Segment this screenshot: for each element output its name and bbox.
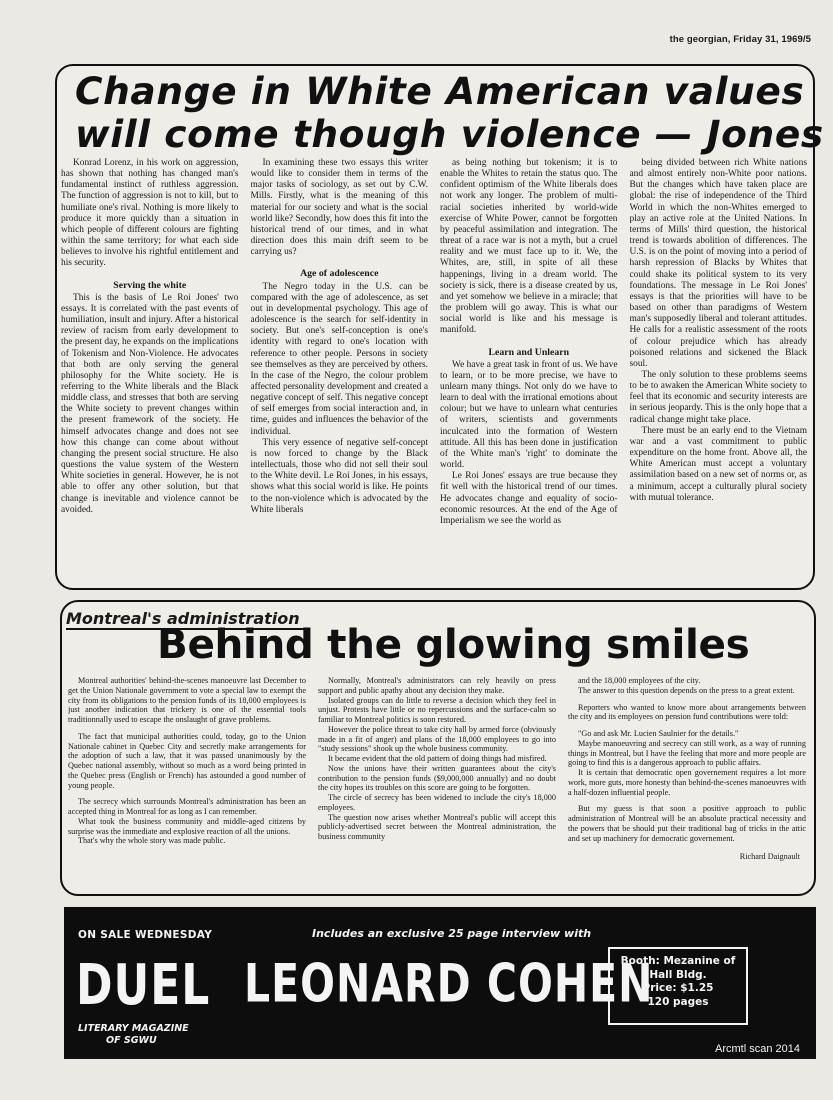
ad-page-count: 120 pages — [647, 995, 709, 1008]
article-column-1 — [68, 676, 306, 890]
article-jones-box — [55, 64, 824, 590]
headline-line-1: Change in White American values — [75, 69, 805, 113]
paragraph: What took the business community and middle-aged citizens by surprise was the immediate and explosive reaction of all the unions. — [68, 816, 306, 836]
article-montreal-box — [60, 600, 816, 896]
article-column-1 — [61, 158, 239, 582]
paragraph: as being nothing but tokenism; it is to enable the Whites to retain the status quo. The confident optimism of the White liberals does not work any longer. The problem of multi-racial societies inherited by world-wide exercise of White Power, cannot be forgotten by peaceful assimilation and integration. The threat of a race war is not a myth, but a cruel reality and we must face up to it. We, the Whites, are, still, in spite of all these happenings, living in a dream world. The society is sick, there is a disease created by us, and yet somehow we believe in a miracle; that the problem will go away. This is what our social world is like and his message is manifold. — [440, 158, 618, 336]
article-column-3 — [440, 158, 618, 582]
paragraph: and the 18,000 employees of the city. — [578, 676, 701, 685]
ad-on-sale-label: ON SALE WEDNESDAY — [78, 929, 213, 941]
article-montreal-body — [68, 676, 806, 890]
masthead-dateline: the georgian, Friday 31, 1969/5 — [669, 34, 811, 45]
paragraph: The circle of secrecy has been widened to include the city's 18,000 employees. — [318, 793, 556, 812]
paragraph: Isolated groups can do little to reverse a decision which they feel in unjust. Protests have little or no repercussions and the surface-calm so familiar to Montreal politics is soon restored. — [318, 695, 556, 724]
ad-includes-line: Includes an exclusive 25 page interview with — [312, 927, 592, 940]
subheading-serving-the-white: Serving the white — [113, 279, 187, 291]
paragraph: Now the unions have their written guarantees about the city's contribution to the pension funds ($9,000,000 annually) and no doubt the city hopes its troubles on this score are going to be forgotten. — [318, 763, 556, 793]
paragraph: The only solution to these problems seems to be to awaken the American White society to feel that its economic and security interests are in serious jeopardy. This is the only hope that a radical change might take place. — [629, 369, 807, 425]
article-column-2 — [251, 158, 429, 582]
ad-publisher — [78, 1023, 189, 1047]
article-jones-body — [61, 158, 807, 582]
paragraph: Montreal authorities' behind-the-scenes manoeuvre last December to get the Union Nationale government to vote a special law to exempt the city from its obligations to the pension funds of its 18,000 employees is just another indication that trickery is one of the essential tools traditionnally used to escape the onslaught of grave problems. — [68, 676, 306, 724]
paragraph: The answer to this question depends on the press to a great extent. — [578, 685, 795, 695]
paragraph: Maybe manoeuvring and secrecy can still work, as a way of running things in Montreal, but I have the feeling that more and more people are going to find this is a dangerous approach to public affairs. — [568, 738, 806, 768]
paragraph: The question now arises whether Montreal's public will accept this publicly-advertised secret between the Montreal administration, the business community — [318, 812, 556, 841]
ad-booth-line: Booth: Mezanine of — [620, 955, 736, 967]
headline-line-2: will come though violence — Jones — [75, 112, 824, 156]
paragraph: However the police threat to take city hall by armed force (obviously made in a fit of anger) and plans of the 18,000 employees to go into "study sessions" shook up the whole business community. — [318, 724, 556, 754]
ad-publisher-line: OF SGWU — [106, 1035, 157, 1046]
paragraph: It is certain that democratic open governement requires a lot more work, more guts, more honesty than behind-the-scenes manoeuvres with a half-dozen influential people. — [568, 768, 806, 797]
paragraph: Le Roi Jones' essays are true because they fit well with the historical trend of our times. He advocates change and equality of socio-economic resources. At the end of the Age of Imperialism we see the world as — [440, 471, 618, 526]
duel-advertisement — [64, 907, 816, 1059]
ad-publisher-line: LITERARY MAGAZINE — [78, 1023, 189, 1034]
paragraph: That's why the whole story was made public. — [78, 836, 226, 846]
article-column-2 — [318, 676, 556, 890]
paragraph: The secrecy which surrounds Montreal's administration has been an accepted thing in Montreal for as long as I can remember. — [68, 797, 306, 816]
paragraph: Normally, Montreal's administrators can rely heavily on press support and public apathy about any decision they make. — [318, 676, 556, 695]
paragraph: "Go and ask Mr. Lucien Saulnier for the details." — [578, 729, 739, 738]
article-montreal-headline: Behind the glowing smiles — [157, 620, 750, 668]
paragraph: Reporters who wanted to know more about arrangements between the city and its employees on pension fund contributions were told: — [568, 702, 806, 722]
paragraph: It became evident that the old pattern of doing things had misfired. — [328, 754, 547, 763]
paragraph: We have a great task in front of us. We have to learn, or to be more precise, we have to unlearn many things. Not only do we have to learn to deal with the irrational emotions about colour; but we have to unlearn what centuries of writers, scientists and governments inculcated into the formation of Western attitude. All this has been done in justification of the White man's 'right' to dominate the world. — [440, 359, 618, 471]
paragraph: The Negro today in the U.S. can be compared with the age of adolescence, as set out in developmental psychology. This age of adolescence is the search for self-identity in society. But one's self-conception is one's identity with regard to one's location with reference to other people. Persons in society see themselves as they are perceived by others. In the case of the Negro, the colour problem affected personality development and created a negative concept of self. This negative concept of self emerges from social interaction and, in time, guides and influences the behavior of the individual. — [250, 281, 428, 437]
ad-interviewee-name: LEONARD COHEN — [244, 953, 654, 1015]
paragraph: This is the basis of Le Roi Jones' two essays. It is correlated with the past events of humiliation, insult and injury. After a historical review of racism from early development to the present day, he expands on the implications of Tokenism and Non-Violence. He advocates that both are only serving the general philosophy for the White society. He is referring to the White liberals and the Black middle class, and stresses that both are serving the White society to prevent changes within the present framework of the society. He himself advocates change and does not see how this change can come about without changing the present social structure. He also questions the value system of the Western White societies in general. However, he is not able to offer any other solution, but that change is inevitable and violence cannot be avoided. — [61, 292, 239, 515]
paragraph: There must be an early end to the Vietnam war and a vast commitment to public expenditure on the home front. Above all, the White American must accept a voluntary assimilation based on a new set of norms or, as a minimum, accept a culturally plural society with mutual tolerance. — [629, 425, 807, 503]
paragraph: being divided between rich White nations and almost entirely non-White poor nations. But the changes which have taken place are global: the rise of independence of the Third World in which the non-Whites emerged to play an active role at the United Nations. In terms of Mills' third question, the historical trend is towards abolition of differences. The U.S. is on the point of moving into a period of harsh repression of Blacks by Whites that could shake its political system to its very foundations. The message in Le Roi Jones' essays is that the priorities will have to be based on other than paradigms of Western man's supposedly liberal and tolerant attitudes. He calls for a realistic assessment of the roots of colour prejudice which has already poisoned relations and sickened the Black soul. — [629, 158, 807, 369]
author-signature: Richard Daignault — [739, 852, 800, 862]
ad-booth-box — [608, 947, 748, 1025]
subheading-learn-and-unlearn: Learn and Unlearn — [488, 346, 570, 358]
paragraph: This very essence of negative self-concept is now forced to change by the Black intellectuals, those who did not sell their soul to the White devil. Le Roi Jones, in his essays, shows what this social world is like. He points to the non-violence which is advocated by the White liberals — [250, 437, 428, 515]
article-montreal-kicker: Montreal's administration — [66, 609, 304, 630]
ad-booth-line: Hall Bldg. — [649, 968, 707, 981]
article-jones-headline — [75, 69, 824, 156]
paragraph: In examining these two essays this writer would like to consider them in terms of the major tasks of sociology, as set out by C.W. Mills. Firstly, what is the meaning of this material for our society and what is the social world like? Secondly, how does this fit into the historical trend of our times, and in what direction does this main drift seem to be carrying us? — [250, 158, 428, 258]
paragraph: Konrad Lorenz, in his work on aggression, has shown that nothing has changed man's fundamental instinct of ruthless aggression. The function of aggression is not to kill, but to humiliate one's rival. Nothing is more likely to produce it more quickly than a situation in which people of different colours are fighting within the same territory; for what each side believes to involve his rightful entitlement and his security. — [61, 158, 239, 269]
subheading-age-of-adolescence: Age of adolescence — [300, 268, 379, 280]
paragraph: The fact that municipal authorities could, today, go to the Union Nationale cabinet in Quebec City and secretly make arrangements for the adoption of such a law, that it was passed unanimously by the Quebec national assembly, without so much as a word being printed in the Quebec press (English or French) has astounded a good number of young people. — [68, 731, 306, 790]
ad-price: Price: $1.25 — [642, 982, 714, 994]
ad-magazine-title: DUEL — [76, 953, 211, 1019]
scan-credit-watermark: Arcmtl scan 2014 — [715, 1043, 800, 1055]
article-column-4 — [630, 158, 808, 582]
article-column-3 — [568, 676, 806, 890]
paragraph: But my guess is that soon a positive approach to public administration of Montreal will be an absolute practical necessity and the powers that be should put their traditional bag of tricks in the attic and set up machinery for democratic governement. — [568, 804, 806, 843]
